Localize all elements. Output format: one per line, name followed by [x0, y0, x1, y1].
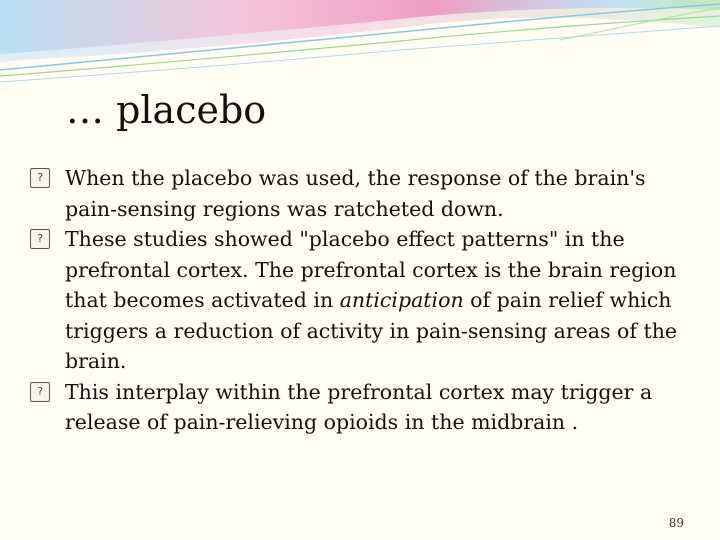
bullet-text: of pain relief which triggers a reduction of activity in pain-sensing areas of the brain. — [65, 288, 678, 373]
page-number: 89 — [668, 516, 684, 530]
bullet-item — [30, 163, 700, 224]
missing-glyph-box-icon: ? — [30, 382, 50, 402]
slide-title: … placebo — [66, 88, 267, 132]
bullet-item — [30, 377, 700, 438]
bullet-text: This interplay within the prefrontal cortex may trigger a release of pain-relieving opioids in the midbrain . — [65, 379, 653, 434]
decorative-wave-banner — [0, 0, 720, 100]
bullet-text: These studies showed "placebo effect patterns" in the prefrontal cortex. The prefrontal cortex is the brain region that becomes activated in — [65, 227, 677, 312]
bullet-text: When the placebo was used, the response of the brain's pain-sensing regions was ratcheted down. — [65, 166, 646, 221]
missing-glyph-box-icon: ? — [30, 168, 50, 188]
bullet-emphasis: anticipation — [339, 288, 464, 312]
bullet-item — [30, 224, 700, 377]
bullet-list — [30, 163, 700, 438]
missing-glyph-box-icon: ? — [30, 229, 50, 249]
